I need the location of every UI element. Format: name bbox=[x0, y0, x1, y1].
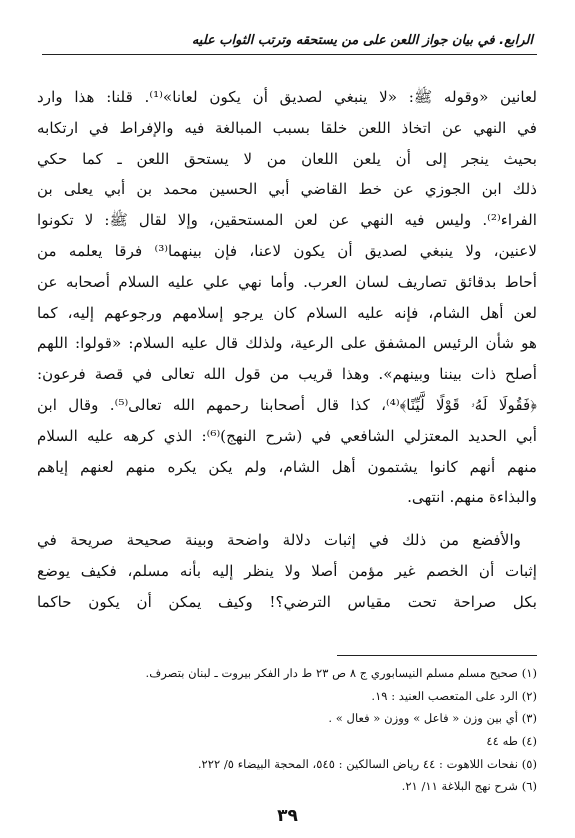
footnote: (١) صحيح مسلم مسلم النيسابوري ج ٨ ص ٢٣ ط دار الفكر بيروت ـ لبنان بتصرف. bbox=[145, 666, 537, 680]
text-line: بحيث ينجر إلى أن يلعن اللعان من لا يستحق اللعن ـ كما حكي bbox=[37, 149, 537, 168]
footnote: (٦) شرح نهج البلاغة ١١/ ٢١. bbox=[401, 779, 537, 794]
text-line: إثبات أن الخصم غير مؤمن أصلا ولا ينظر إليه بأنه مسلم، فكيف يوضع bbox=[37, 561, 537, 580]
text-line: أحاط بدقائق تصاريف لسان العرب. وأما نهي علي عليه السلام أصحابه عن bbox=[37, 272, 537, 291]
text-line: أصلح ذات بيننا وبينهم». وهذا قريب من قول الله تعالى في قصة فرعون: bbox=[37, 365, 537, 384]
paragraph-gap bbox=[37, 513, 537, 525]
text-line: والبذاءة منهم. انتهى. bbox=[407, 488, 537, 507]
main-text bbox=[37, 82, 537, 618]
text-line: لعانين «وقوله ﷺ: «لا ينبغي لصديق أن يكون لعانا»⁽¹⁾. قلنا: هذا وارد bbox=[37, 88, 537, 106]
text-line: والأفضع من ذلك في إثبات دلالة واضحة وبينة صحيحة صريحة في bbox=[37, 531, 521, 550]
footnote: (٤) طه ٤٤ bbox=[486, 734, 537, 749]
text-line: هو شأن الرئيس المشفق على الرعية، ولذلك قال عليه السلام: «قولوا: اللهم bbox=[37, 334, 537, 353]
footnote-rule bbox=[337, 655, 537, 656]
text-line: في النهي عن اتخاذ اللعن خلقا بسبب المبالغة فيه والإفراط في ارتكابه bbox=[37, 118, 537, 137]
footnote: (٢) الرد على المتعصب العنيد : ١٩. bbox=[371, 688, 537, 703]
text-line: الفراء⁽²⁾. وليس فيه النهي عن لعن المستحقين، وإلا لقال ﷺ: لا تكونوا bbox=[37, 211, 537, 230]
text-line: بكل صراحة تحت مقياس الترضي؟! وكيف يمكن أن يكون حاكما bbox=[37, 592, 537, 611]
text-line: ذلك ابن الجوزي عن خط القاضي أبي الحسين محمد بن أبي يعلى بن bbox=[37, 180, 537, 199]
header-rule bbox=[42, 54, 537, 55]
text-line: منهم أنهم كانوا يشتمون أهل الشام، ولم يكن يكره منهم لعنهم إياهم bbox=[37, 457, 537, 476]
footnote: (٣) أي بين وزن « فاعل » ووزن « فعال » . bbox=[328, 711, 537, 726]
page-number: ٣٩ bbox=[277, 806, 298, 826]
text-line: لعن أهل الشام، فإنه عليه السلام كان يرجو إسلامهم ورجوعهم إليه، كما bbox=[37, 303, 537, 322]
footnotes bbox=[37, 662, 537, 798]
footnote: (٥) نفحات اللاهوت : ٤٤ رياض السالكين : ٥٤٥، المحجة البيضاء ٥/ ٢٢٢. bbox=[197, 756, 537, 771]
quran-verse-line: ﴿فَقُولَا لَهُۥ قَوْلًا لَّيِّنًا﴾⁽⁴⁾، كذا قال أصحابنا رحمهم الله تعالى⁽⁵⁾. وقال ابن bbox=[37, 395, 537, 414]
running-title: الرابع. في بيان جواز اللعن على من يستحقه وترتب الثواب عليه bbox=[191, 33, 533, 48]
text-line: لاعنين، ولا ينبغي لصديق أن يكون لاعنا، فإن بينهما⁽³⁾ فرقا يعلمه من bbox=[37, 241, 537, 260]
text-line: أبي الحديد المعتزلي الشافعي في (شرح النهج)⁽⁶⁾: الذي كرهه عليه السلام bbox=[37, 426, 537, 445]
